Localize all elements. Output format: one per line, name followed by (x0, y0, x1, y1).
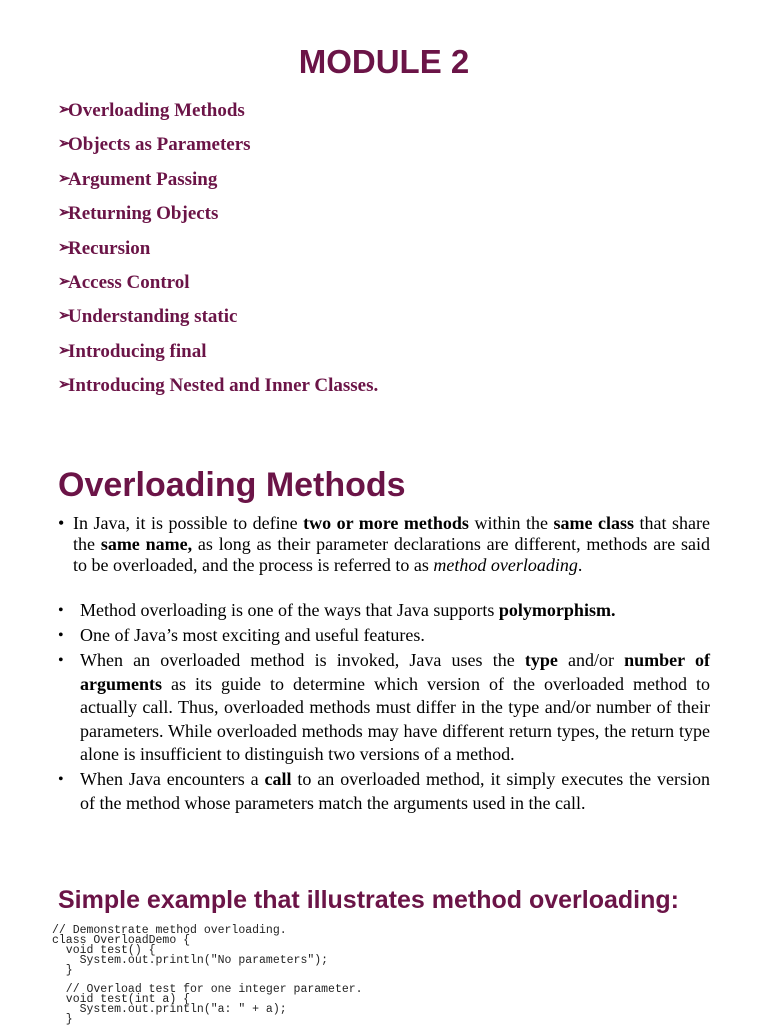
arrow-bullet-icon: ➢ (58, 239, 71, 256)
topic-item: ➢Overloading Methods (58, 96, 378, 130)
code-line: void test() { (52, 943, 156, 957)
bullet-dot-icon: • (58, 652, 64, 669)
code-line: // Overload test for one integer parameter. (52, 983, 363, 997)
list-item: • When an overloaded method is invoked, Java uses the type and/or number of arguments as its guide to determine which version of the overloaded method to actually call. Thus, overloaded methods must differ in the type and/or number of their parameters. While overloaded methods may have different return types, the return type alone is insufficient to distinguish two versions of a method. (58, 650, 710, 764)
list-item: • When Java encounters a call to an overloaded method, it simply executes the version of the method whose parameters match the arguments used in the call. (58, 769, 710, 813)
topic-item: ➢Argument Passing (58, 165, 378, 199)
code-line: class OverloadDemo { (52, 933, 191, 947)
bullet-dot-icon: • (58, 602, 64, 619)
arrow-bullet-icon: ➢ (58, 136, 71, 153)
topic-item: ➢Understanding static (58, 302, 378, 336)
list-item: • Method overloading is one of the ways that Java supports polymorphism. (58, 599, 710, 623)
arrow-bullet-icon: ➢ (58, 342, 71, 359)
example-heading: Simple example that illustrates method overloading: (58, 886, 679, 914)
topic-item: ➢Recursion (58, 234, 378, 268)
code-line: System.out.println("a: " + a); (52, 1003, 287, 1017)
arrow-bullet-icon: ➢ (58, 205, 71, 222)
topic-list (58, 96, 378, 406)
bullet-dot-icon: • (58, 513, 65, 533)
arrow-bullet-icon: ➢ (58, 170, 71, 187)
arrow-bullet-icon: ➢ (58, 273, 71, 290)
topic-item: ➢Returning Objects (58, 199, 378, 233)
code-line: void test(int a) { (52, 993, 191, 1007)
code-block (52, 926, 363, 1025)
code-line: System.out.println("No parameters"); (52, 953, 329, 967)
page-title: MODULE 2 (298, 43, 470, 80)
arrow-bullet-icon: ➢ (58, 377, 71, 394)
section-heading: Overloading Methods (58, 466, 406, 504)
topic-item: ➢Objects as Parameters (58, 130, 378, 164)
topic-item: ➢Access Control (58, 268, 378, 302)
code-line: // Demonstrate method overloading. (52, 924, 287, 937)
arrow-bullet-icon: ➢ (58, 308, 71, 325)
code-line: } (52, 1013, 73, 1026)
list-item: • One of Java’s most exciting and useful features. (58, 624, 710, 648)
code-line: } (52, 963, 73, 977)
topic-item: ➢Introducing final (58, 337, 378, 371)
topic-item: ➢Introducing Nested and Inner Classes. (58, 371, 378, 405)
intro-paragraph: • In Java, it is possible to define two or more methods within the same class that share the same name, as long as their parameter declarations are different, methods are said to be overloaded, and the process is referred to as method overloading. (58, 513, 710, 575)
bullet-dot-icon: • (58, 771, 64, 788)
arrow-bullet-icon: ➢ (58, 102, 71, 118)
bullet-list (58, 599, 710, 817)
bullet-dot-icon: • (58, 627, 64, 644)
